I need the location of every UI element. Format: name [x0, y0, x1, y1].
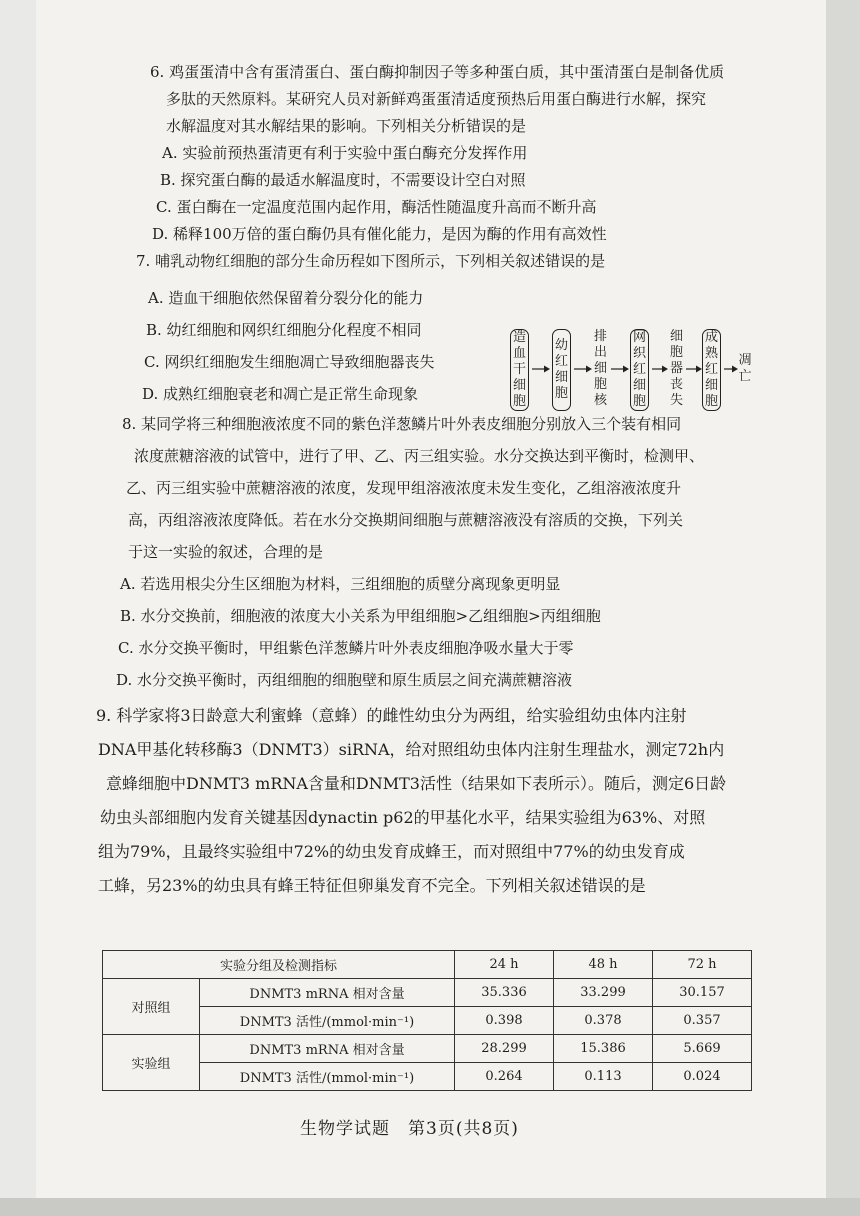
stage-label: 成 熟 红 细 胞 — [704, 330, 718, 409]
table-row — [103, 1007, 752, 1035]
q6-option-a: A. 实验前预热蛋清更有利于实验中蛋白酶充分发挥作用 — [162, 144, 528, 162]
q9-stem-line-6: 工蜂，另23%的幼虫具有蜂王特征但卵巢发育不完全。下列相关叙述错误的是 — [98, 876, 646, 895]
scan-bottom — [0, 1198, 860, 1216]
scan-edge — [826, 0, 860, 1216]
group-name-control: 对照组 — [103, 979, 200, 1035]
stage-box-mature-rbc — [702, 329, 721, 411]
stage-label: 造 血 干 细 胞 — [512, 330, 526, 409]
q8-stem-line-1: 8. 某同学将三种细胞液浓度不同的紫色洋葱鳞片叶外表皮细胞分别放入三个装有相同 — [122, 415, 682, 433]
table-cell: 0.264 — [455, 1063, 554, 1091]
end-label: 凋 亡 — [738, 353, 752, 384]
q7-option-d: D. 成熟红细胞衰老和凋亡是正常生命现象 — [142, 385, 419, 403]
q7-option-a: A. 造血干细胞依然保留着分裂分化的能力 — [148, 289, 424, 307]
q8-stem-line-3: 乙、丙三组实验中蔗糖溶液的浓度，发现甲组溶液浓度未发生变化，乙组溶液浓度升 — [126, 479, 682, 497]
stage-label: 幼 红 细 胞 — [554, 338, 568, 401]
q8-option-c: C. 水分交换平衡时，甲组紫色洋葱鳞片叶外表皮细胞净吸水量大于零 — [118, 639, 574, 657]
table-cell: 0.378 — [554, 1007, 653, 1035]
q9-stem-line-5: 组为79%，且最终实验组中72%的幼虫发育成蜂王，而对照组中77%的幼虫发育成 — [98, 842, 685, 861]
stage-box-erythroblast — [552, 329, 571, 411]
q7-option-b: B. 幼红细胞和网织红细胞分化程度不相同 — [146, 321, 422, 339]
table-header-time: 48 h — [554, 951, 653, 979]
row-label: DNMT3 活性/(mmol·min⁻¹) — [200, 1063, 455, 1091]
q9-stem-line-3: 意蜂细胞中DNMT3 mRNA含量和DNMT3活性（结果如下表所示）。随后，测定6日龄 — [106, 774, 727, 793]
stage-box-hsc — [510, 329, 529, 411]
stage-box-reticulocyte — [630, 329, 649, 411]
table-cell: 30.157 — [653, 979, 752, 1007]
table-row — [103, 1035, 752, 1063]
table-cell: 28.299 — [455, 1035, 554, 1063]
step-label: 细 胞 器 丧 失 — [669, 329, 683, 408]
q9-stem-line-2: DNA甲基化转移酶3（DNMT3）siRNA，给对照组幼虫体内注射生理盐水，测定72h内 — [98, 740, 725, 759]
table-header-label: 实验分组及检测指标 — [103, 951, 455, 979]
table-cell: 35.336 — [455, 979, 554, 1007]
step-label: 排 出 细 胞 核 — [593, 329, 607, 408]
arrow-icon — [573, 363, 593, 375]
q7-stem: 7. 哺乳动物红细胞的部分生命历程如下图所示，下列相关叙述错误的是 — [136, 252, 606, 270]
q7-option-c: C. 网织红细胞发生细胞凋亡导致细胞器丧失 — [144, 353, 435, 371]
table-cell: 0.357 — [653, 1007, 752, 1035]
q8-option-a: A. 若选用根尖分生区细胞为材料，三组细胞的质壁分离现象更明显 — [120, 575, 561, 593]
end-label-apoptosis — [738, 329, 752, 409]
table-cell: 33.299 — [554, 979, 653, 1007]
q9-stem-line-1: 9. 科学家将3日龄意大利蜜蜂（意蜂）的雌性幼虫分为两组，给实验组幼虫体内注射 — [96, 706, 687, 725]
table-header-time: 72 h — [653, 951, 752, 979]
group-name-experiment: 实验组 — [103, 1035, 200, 1091]
q8-stem-line-2: 浓度蔗糖溶液的试管中，进行了甲、乙、丙三组实验。水分交换达到平衡时，检测甲、 — [134, 447, 705, 465]
step-label-organelle-loss — [668, 329, 685, 409]
page-footer: 生物学试题 第3页(共8页) — [300, 1119, 519, 1139]
arrow-icon — [723, 363, 739, 375]
table-cell: 0.113 — [554, 1063, 653, 1091]
table-row — [103, 979, 752, 1007]
q8-stem-line-5: 于这一实验的叙述，合理的是 — [128, 543, 324, 561]
table-cell: 0.024 — [653, 1063, 752, 1091]
arrow-icon — [651, 363, 669, 375]
red-blood-cell-flow-diagram — [510, 329, 750, 411]
stage-label: 网 织 红 细 胞 — [632, 330, 646, 409]
q6-option-c: C. 蛋白酶在一定温度范围内起作用，酶活性随温度升高而不断升高 — [156, 198, 597, 216]
q8-stem-line-4: 高，丙组溶液浓度降低。若在水分交换期间细胞与蔗糖溶液没有溶质的交换，下列关 — [128, 511, 684, 529]
q6-option-d: D. 稀释100万倍的蛋白酶仍具有催化能力，是因为酶的作用有高效性 — [152, 225, 607, 243]
table-row — [103, 1063, 752, 1091]
q8-option-d: D. 水分交换平衡时，丙组细胞的细胞壁和原生质层之间充满蔗糖溶液 — [116, 671, 573, 689]
arrow-icon — [610, 363, 630, 375]
table-cell: 0.398 — [455, 1007, 554, 1035]
q6-stem-line-3: 水解温度对其水解结果的影响。下列相关分析错误的是 — [166, 117, 527, 135]
row-label: DNMT3 mRNA 相对含量 — [200, 979, 455, 1007]
arrow-icon — [531, 363, 551, 375]
q6-stem-line-2: 多肽的天然原料。某研究人员对新鲜鸡蛋蛋清适度预热后用蛋白酶进行水解，探究 — [166, 90, 707, 108]
table-header-row — [103, 951, 752, 979]
table-cell: 5.669 — [653, 1035, 752, 1063]
arrow-icon — [685, 363, 703, 375]
q8-option-b: B. 水分交换前，细胞液的浓度大小关系为甲组细胞>乙组细胞>丙组细胞 — [120, 607, 601, 625]
q6-option-b: B. 探究蛋白酶的最适水解温度时，不需要设计空白对照 — [160, 171, 526, 189]
q6-stem-line-1: 6. 鸡蛋蛋清中含有蛋清蛋白、蛋白酶抑制因子等多种蛋白质，其中蛋清蛋白是制备优质 — [150, 63, 725, 81]
row-label: DNMT3 mRNA 相对含量 — [200, 1035, 455, 1063]
step-label-enucleation — [592, 329, 609, 409]
row-label: DNMT3 活性/(mmol·min⁻¹) — [200, 1007, 455, 1035]
table-header-time: 24 h — [455, 951, 554, 979]
dnmt3-results-table — [102, 950, 752, 1091]
q9-stem-line-4: 幼虫头部细胞内发育关键基因dynactin p62的甲基化水平，结果实验组为63%、对照 — [100, 808, 706, 827]
table-cell: 15.386 — [554, 1035, 653, 1063]
exam-page — [36, 0, 826, 1200]
